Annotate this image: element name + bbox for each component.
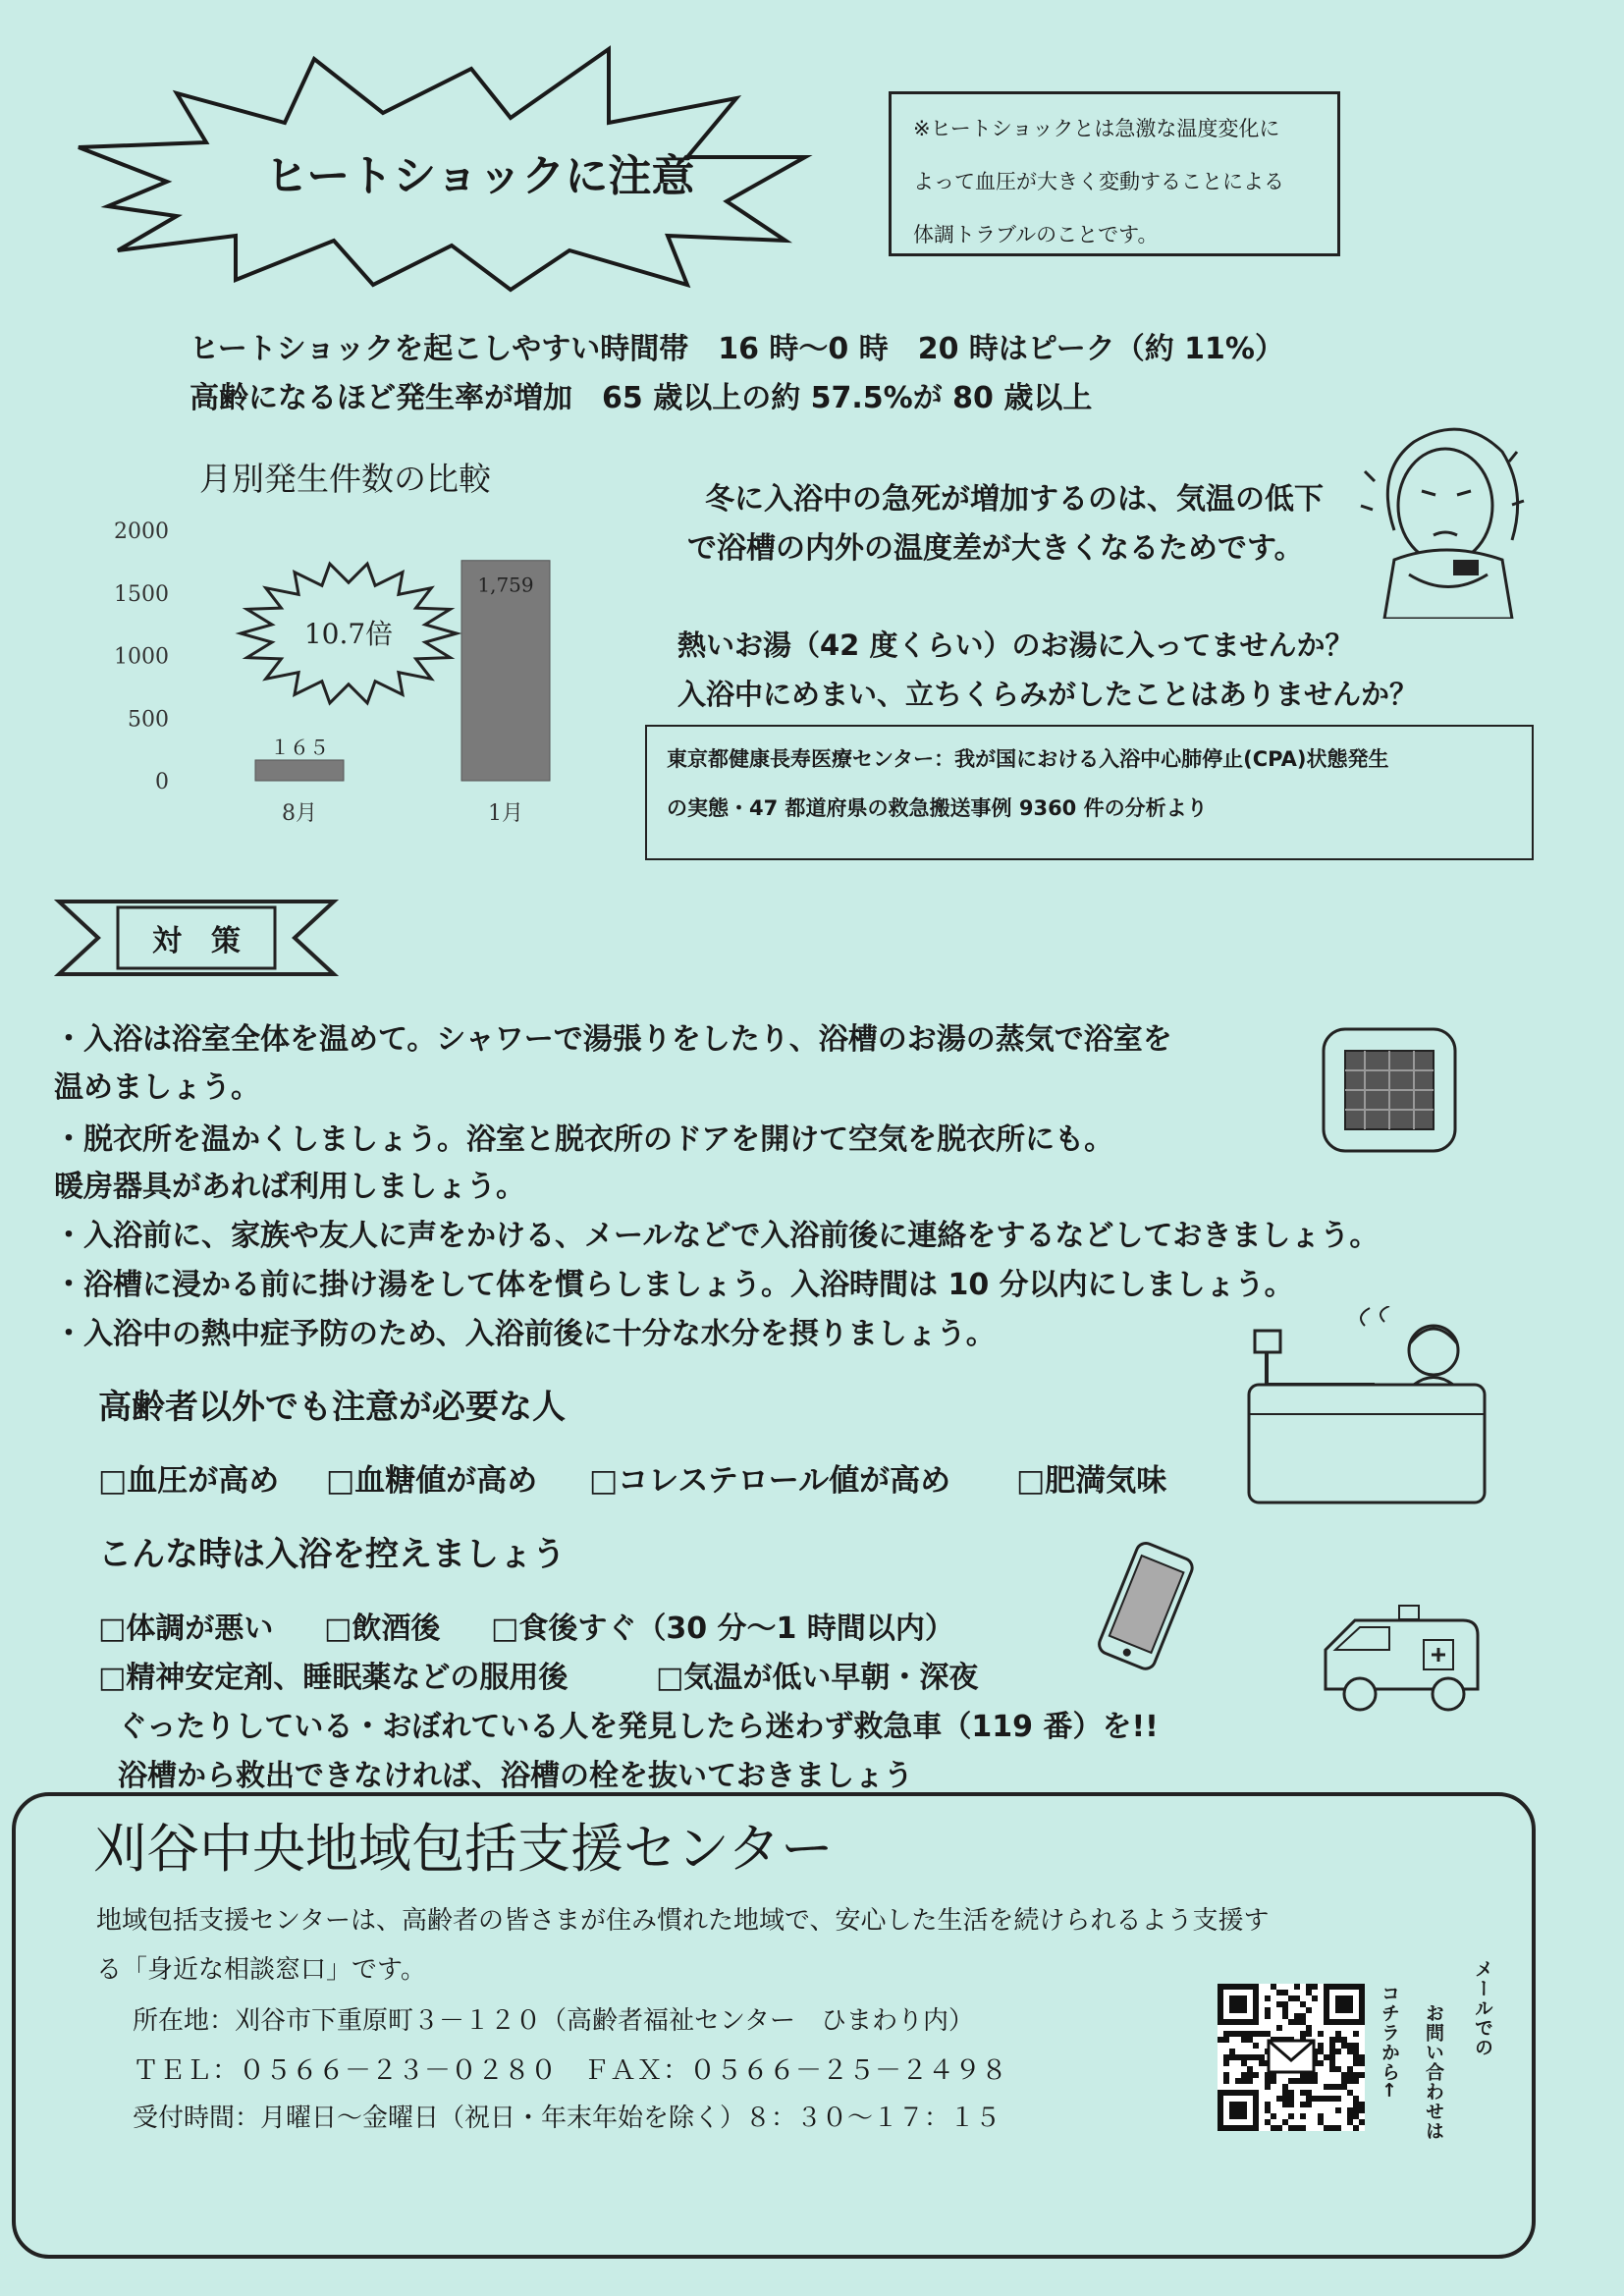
- measure-line: 暖房器具があれば利用しましょう。: [54, 1170, 525, 1204]
- avoid-check: □精神安定剤、睡眠薬などの服用後: [98, 1661, 568, 1695]
- fact-age-rate: 高齢になるほど発生率が増加 65 歳以上の約 57.5%が 80 歳以上: [189, 381, 1093, 415]
- y-tick-label: 500: [128, 707, 169, 733]
- measure-line: ・入浴は浴室全体を温めて。シャワーで湯張りをしたり、浴槽のお湯の蒸気で浴室を: [54, 1022, 1172, 1057]
- definition-line: ※ヒートショックとは急激な温度変化に: [913, 117, 1280, 140]
- emergency-call-text: ぐったりしている・おぼれている人を発見したら迷わず救急車（119 番）を!!: [118, 1710, 1159, 1744]
- winter-text-line: 冬に入浴中の急死が増加するのは、気温の低下: [705, 482, 1324, 517]
- chart-bar: [255, 760, 344, 781]
- caution-heading: 高齢者以外でも注意が必要な人: [98, 1388, 566, 1427]
- y-tick-label: 1500: [114, 581, 169, 607]
- bar-value-label: １６５: [270, 735, 329, 759]
- measures-badge: 対 策: [152, 924, 241, 958]
- question-hot-water: 熱いお湯（42 度くらい）のお湯に入ってませんか？: [677, 629, 1354, 662]
- question-dizziness: 入浴中にめまい、立ちくらみがしたことはありませんか？: [677, 678, 1419, 711]
- center-description-line: 地域包括支援センターは、高齢者の皆さまが住み慣れた地域で、安心した生活を続けられるよう支援す: [96, 1906, 1270, 1936]
- bar-chart: [98, 506, 589, 840]
- avoid-heading: こんな時は入浴を控えましょう: [98, 1535, 566, 1574]
- source-line: の実態・47 都道府県の救急搬送事例 9360 件の分析より: [667, 796, 1208, 820]
- avoid-check: □体調が悪い: [98, 1612, 274, 1646]
- measure-line: ・入浴中の熱中症予防のため、入浴前後に十分な水分を摂りましょう。: [54, 1317, 996, 1351]
- page-title: ヒートショックに注意: [265, 151, 695, 201]
- caution-check: □肥満気味: [1016, 1463, 1167, 1499]
- smartphone-illustration: [1090, 1537, 1198, 1684]
- measure-line: 温めましょう。: [54, 1070, 260, 1105]
- source-line: 東京都健康長寿医療センター：我が国における入浴中心肺停止(CPA)状態発生: [667, 747, 1389, 771]
- measure-line: ・入浴前に、家族や友人に声をかける、メールなどで入浴前後に連絡をするなどしておきましょう。: [54, 1219, 1380, 1253]
- center-name: 刈谷中央地域包括支援センター: [93, 1818, 834, 1880]
- center-hours: 受付時間：月曜日～金曜日（祝日・年末年始を除く）８：３０～１７：１５: [133, 2104, 1001, 2133]
- caution-check: □血圧が高め: [98, 1463, 280, 1499]
- definition-line: 体調トラブルのことです。: [913, 223, 1159, 246]
- center-tel-fax: ＴＥＬ：０５６６－２３－０２８０ ＦＡＸ：０５６６－２５－２４９８: [133, 2055, 1007, 2086]
- y-tick-label: 1000: [114, 644, 169, 670]
- mail-inquiry-label: メールでの: [1472, 1959, 1493, 2057]
- ambulance-illustration: [1316, 1596, 1492, 1723]
- avoid-check: □気温が低い早朝・深夜: [656, 1661, 979, 1695]
- definition-line: よって血圧が大きく変動することによる: [913, 170, 1284, 193]
- mail-inquiry-label: お問い合わせは: [1423, 2003, 1444, 2141]
- caution-check: □コレステロール値が高め: [589, 1463, 951, 1499]
- ratio-annotation: 10.7倍: [303, 618, 394, 650]
- measure-line: ・脱衣所を温かくしましょう。浴室と脱衣所のドアを開けて空気を脱衣所にも。: [54, 1122, 1114, 1157]
- chart-title: 月別発生件数の比較: [199, 460, 491, 498]
- avoid-check: □食後すぐ（30 分～1 時間以内）: [491, 1612, 954, 1646]
- x-category-label: 1月: [488, 801, 523, 826]
- bath-illustration: [1237, 1306, 1492, 1512]
- center-address: 所在地：刈谷市下重原町３－１２０（高齢者福祉センター ひまわり内）: [133, 2006, 974, 2036]
- pull-plug-text: 浴槽から救出できなければ、浴槽の栓を抜いておきましょう: [118, 1759, 913, 1793]
- winter-text-line: で浴槽の内外の温度差が大きくなるためです。: [687, 531, 1304, 566]
- heater-illustration: [1316, 1021, 1463, 1159]
- x-category-label: 8月: [282, 801, 317, 826]
- qr-code[interactable]: [1218, 1984, 1365, 2131]
- caution-check: □血糖値が高め: [326, 1463, 538, 1499]
- mail-inquiry-label: コチラから←: [1379, 1984, 1400, 2099]
- shivering-person-illustration: [1355, 412, 1532, 619]
- center-description-line: る「身近な相談窓口」です。: [96, 1955, 426, 1985]
- fact-peak-time: ヒートショックを起こしやすい時間帯 16 時～0 時 20 時はピーク（約 11%）: [189, 332, 1284, 366]
- avoid-check: □飲酒後: [324, 1612, 441, 1646]
- y-tick-label: 2000: [114, 519, 169, 544]
- y-tick-label: 0: [155, 770, 169, 794]
- source-citation: [645, 725, 1534, 860]
- definition-note: [889, 91, 1340, 256]
- bar-value-label: 1,759: [477, 573, 534, 597]
- measure-line: ・浴槽に浸かる前に掛け湯をして体を慣らしましょう。入浴時間は 10 分以内にしましょう。: [54, 1268, 1294, 1302]
